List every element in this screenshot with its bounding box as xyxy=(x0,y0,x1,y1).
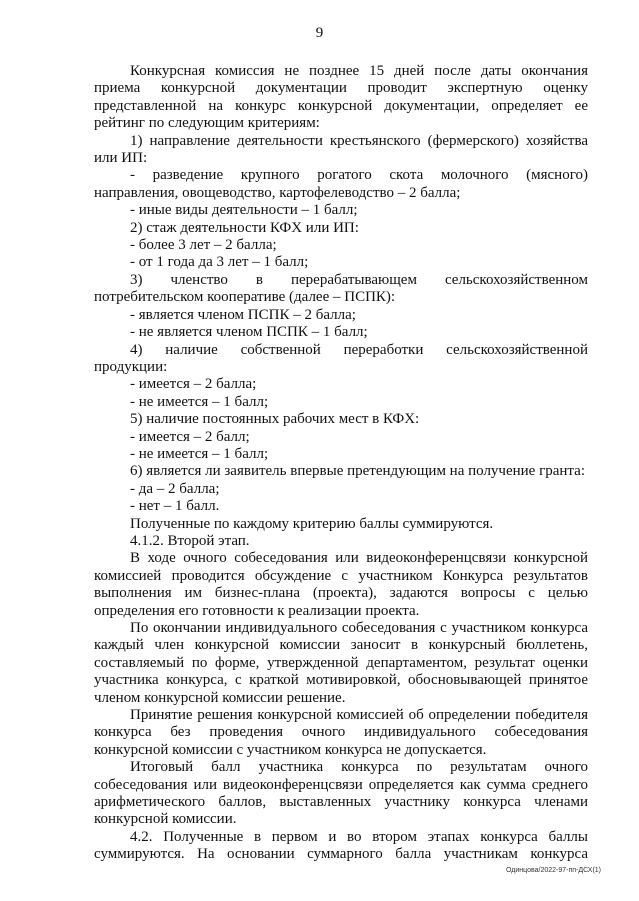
document-body xyxy=(94,63,588,864)
criterion-5: 5) наличие постоянных рабочих мест в КФХ: xyxy=(130,411,420,428)
criterion-5-option: - не имеется – 1 балл; xyxy=(130,445,269,462)
paragraph-interview: В ходе очного собеседования или видеоконференцсвязи конкурсной комиссией проводится обсуждение с участником Конкурса результатов выполнения им бизнес-плана (проекта), задаются вопросы с целью определения его готовности к реализации проекта. xyxy=(94,550,588,619)
paragraph-intro: Конкурсная комиссия не позднее 15 дней после даты окончания приема конкурсной документации проводит экспертную оценку представленной на конкурс конкурсной документации, определяет ее рейтинг по следующим критериям: xyxy=(94,63,588,132)
page-number: 9 xyxy=(315,25,324,41)
criterion-1-option: - иные виды деятельности – 1 балл; xyxy=(130,202,358,219)
paragraph-final-score: Итоговый балл участника конкурса по результатам очного собеседования или видеоконференцсвязи определяется как сумма среднего арифметического баллов, выставленных участнику конкурса членами конкурсной комиссии. xyxy=(94,759,588,828)
criterion-3-option: - не является членом ПСПК – 1 балл; xyxy=(130,324,368,341)
criterion-4-option: - не имеется – 1 балл; xyxy=(130,393,269,410)
paragraph-summation: Полученные по каждому критерию баллы суммируются. xyxy=(130,515,494,532)
criterion-6-option: - нет – 1 балл. xyxy=(130,498,220,515)
criterion-1: 1) направление деятельности крестьянского (фермерского) хозяйства или ИП: xyxy=(94,132,588,167)
paragraph-4-2: 4.2. Полученные в первом и во втором этапах конкурса баллы суммируются. На основании суммарного балла участникам конкурса xyxy=(94,828,588,863)
footer-document-id: Одинцова/2022-97-пп-ДСХ(1) xyxy=(505,867,601,874)
paragraph-decision: Принятие решения конкурсной комиссией об определении победителя конкурса без проведения очного индивидуального собеседования конкурсной комиссии с участником конкурса не допускается. xyxy=(94,707,588,758)
criterion-4-option: - имеется – 2 балла; xyxy=(130,376,257,393)
criterion-5-option: - имеется – 2 балл; xyxy=(130,428,250,445)
criterion-2: 2) стаж деятельности КФХ или ИП: xyxy=(130,219,359,236)
criterion-4: 4) наличие собственной переработки сельскохозяйственной продукции: xyxy=(94,341,588,375)
paragraph-ballot: По окончании индивидуального собеседования с участником конкурса каждый член конкурсной комиссии заносит в конкурсный бюллетень, составляемый по форме, утвержденной департаментом, результат оценки участника конкурса, с краткой мотивировкой, обосновывающей принятое членом конкурсной комиссии решение. xyxy=(94,620,588,706)
criterion-6: 6) является ли заявитель впервые претендующим на получение гранта: xyxy=(130,463,585,480)
section-heading-4-1-2: 4.1.2. Второй этап. xyxy=(130,532,250,549)
criterion-2-option: - от 1 года да 3 лет – 1 балл; xyxy=(130,254,309,271)
criterion-3-option: - является членом ПСПК – 2 балла; xyxy=(130,306,356,323)
criterion-2-option: - более 3 лет – 2 балла; xyxy=(130,237,277,254)
criterion-1-option: - разведение крупного рогатого скота молочного (мясного) направления, овощеводство, картофелеводство – 2 балла; xyxy=(94,167,588,201)
criterion-6-option: - да – 2 балла; xyxy=(130,480,220,497)
criterion-3: 3) членство в перерабатывающем сельскохозяйственном потребительском кооперативе (далее – ПСПК): xyxy=(94,271,588,306)
